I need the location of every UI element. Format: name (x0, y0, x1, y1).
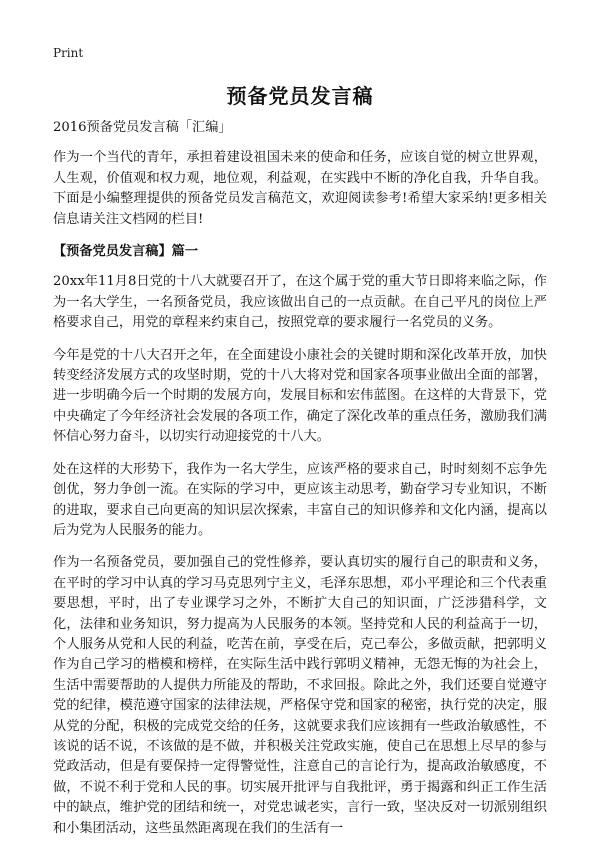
body-paragraph: 作为一名预备党员，要加强自己的党性修养，要认真切实的履行自己的职责和义务，在平时的学习中认真的学习马克思列宁主义，毛泽东思想，邓小平理论和三个代表重要思想，平时，出了专业课学习之外，不断扩大自己的知识面，广泛涉猎科学，文化，法律和业务知识，努力提高为人民服务的本领。坚持党和人民的利益高于一切，个人服务从党和人民的利益，吃苦在前，享受在后，克己奉公，多做贡献，把郭明义作为自己学习的楷模和榜样，在实际生活中践行郭明义精神，无怨无悔的为社会上，生活中需要帮助的人提供力所能及的帮助，不求回报。除此之外，我们还要自觉遵守党的纪律，模范遵守国家的法律法规，严格保守党和国家的秘密，执行党的决定，服从党的分配，积极的完成党交给的任务，这就要求我们应该拥有一些政治敏感性，不该说的话不说，不该做的是不做，并积极关注党政实施，使自己在思想上尽早的参与党政活动，但是有要保持一定得警觉性，注意自己的言论行为，提高政治敏感度，不做，不说不利于党和人民的事。切实展开批评与自我批评，勇于揭露和纠正工作生活中的缺点，维护党的团结和统一，对党忠诚老实，言行一致，坚决反对一切派别组织和小集团活动，这些虽然距离现在我们的生活有一 (53, 555, 547, 836)
body-paragraph: 今年是党的十八大召开之年，在全面建设小康社会的关键时期和深化改革开放，加快转变经济发展方式的攻坚时期，党的十八大将对党和国家各项事业做出全面的部署，进一步明确今后一个时期的发展方向，发展目标和宏伟蓝图。在这样的大背景下，党中央确定了今年经济社会发展的各项工作，确定了深化改革的重点任务，激励我们满怀信心努力奋斗，以切实行动迎接党的十八大。 (53, 347, 547, 445)
print-link[interactable]: Print (53, 46, 84, 60)
page-title: 预备党员发言稿 (226, 84, 374, 108)
section-heading: 【预备党员发言稿】篇一 (53, 244, 199, 260)
document-body (53, 118, 547, 851)
body-paragraph: 20xx年11月8日党的十八大就要召开了，在这个属于党的重大节日即将来临之际，作为一名大学生，一名预备党员，我应该做出自己的一点贡献。在自己平凡的岗位上严格要求自己，用党的章程来约束自己，按照党章的要求履行一名党员的义务。 (53, 274, 547, 331)
document-subtitle: 2016预备党员发言稿「汇编」 (53, 120, 232, 135)
intro-paragraph: 作为一个当代的青年，承担着建设祖国未来的使命和任务，应该自觉的树立世界观，人生观，价值观和权力观，地位观，利益观，在实践中不断的净化自我，升华自我。下面是小编整理提供的预备党员发言稿范文，欢迎阅读参考!希望大家采纳!更多相关信息请关注文档网的栏目! (53, 150, 547, 227)
body-paragraph: 处在这样的大形势下，我作为一名大学生，应该严格的要求自己，时时刻刻不忘争先创优，努力争创一流。在实际的学习中，更应该主动思考，勤奋学习专业知识，不断的进取，要求自己向更高的知识层次探索，丰富自己的知识修养和文化内涵，提高以后为党为人民服务的能力。 (53, 461, 547, 538)
